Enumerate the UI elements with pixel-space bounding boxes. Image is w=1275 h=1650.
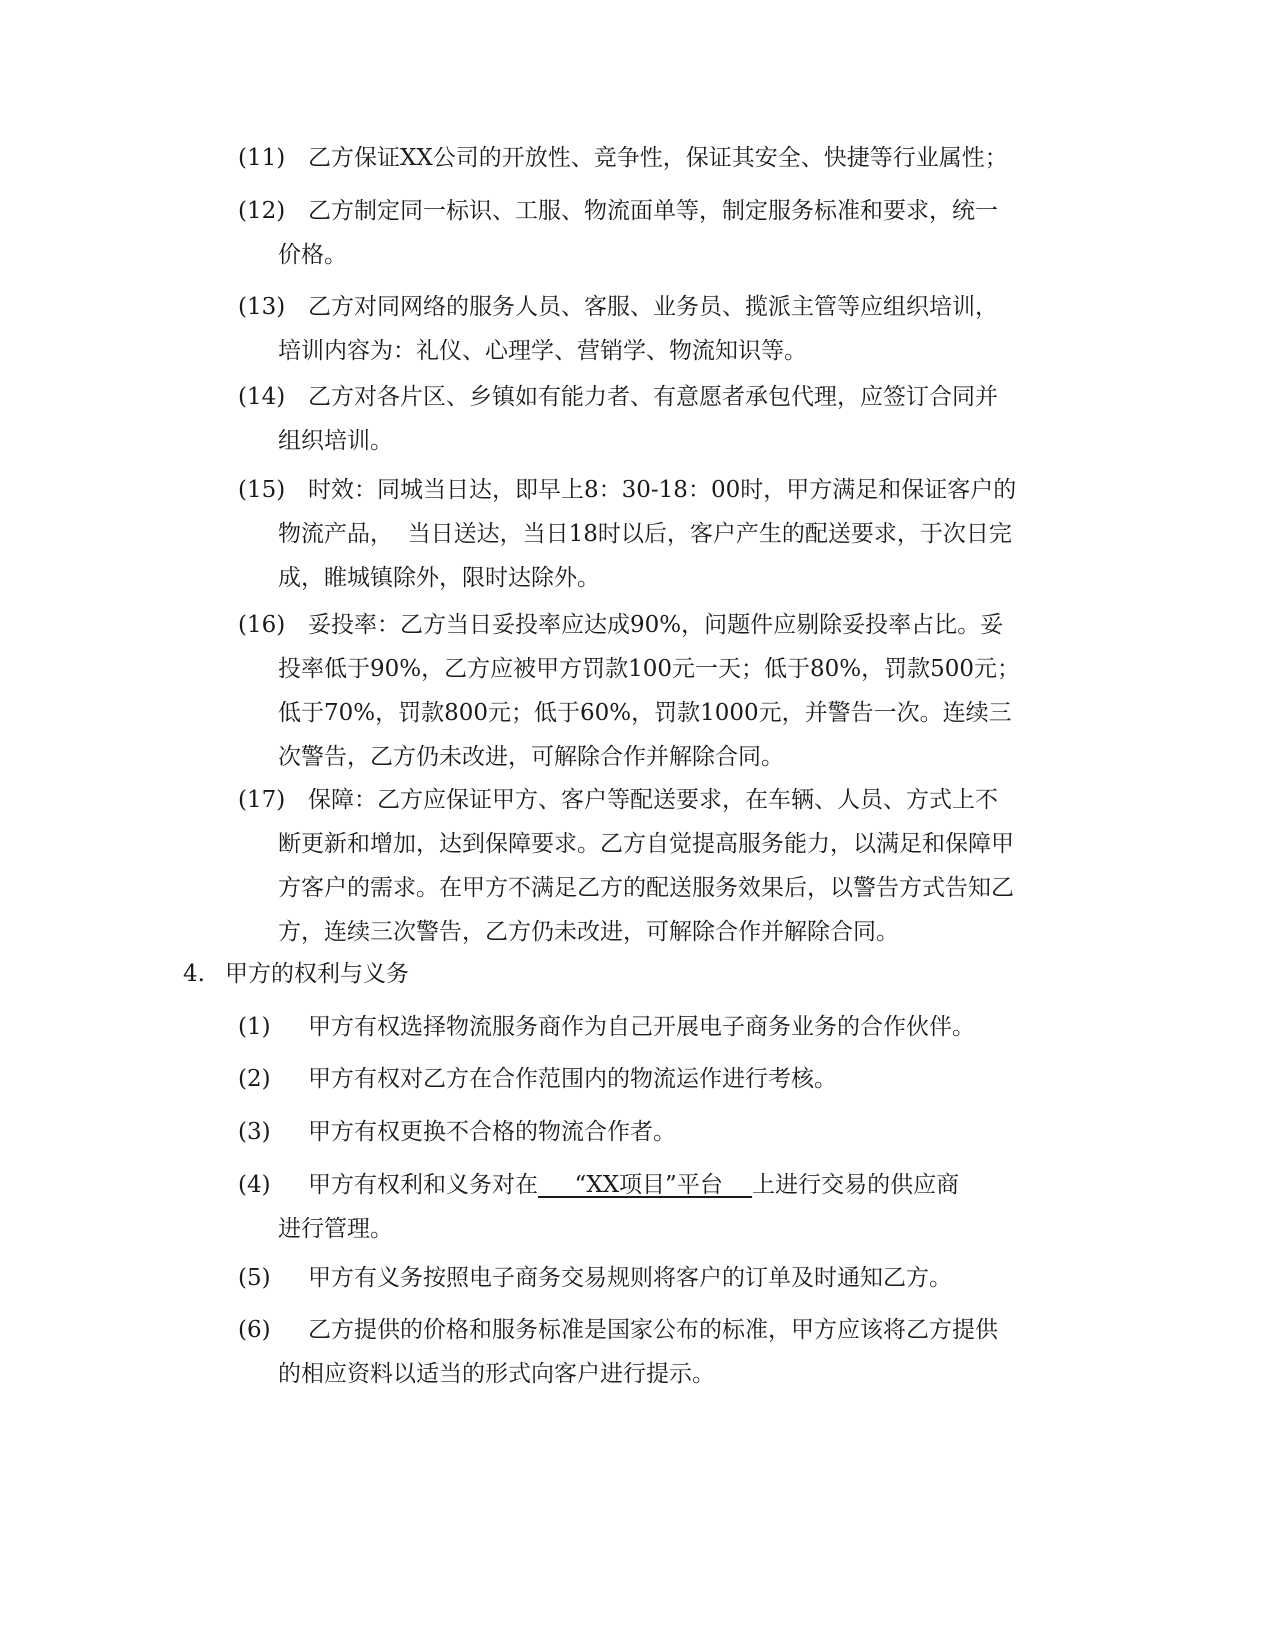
clause-2 bbox=[238, 1057, 1068, 1101]
clause-text-line: 妥投率：乙方当日妥投率应达成90%，问题件应剔除妥投率占比。妥 bbox=[308, 612, 1004, 638]
clause-number: (6) bbox=[238, 1317, 271, 1343]
clause-13 bbox=[238, 285, 1068, 373]
clause-text-line: 进行管理。 bbox=[278, 1216, 393, 1242]
clause-text-line: 甲方有义务按照电子商务交易规则将客户的订单及时通知乙方。 bbox=[308, 1265, 952, 1291]
clause-text-line: 成，睢城镇除外，限时达除外。 bbox=[278, 565, 600, 591]
clause-6 bbox=[238, 1308, 1068, 1396]
clause-text-line: 乙方提供的价格和服务标准是国家公布的标准，甲方应该将乙方提供 bbox=[308, 1317, 998, 1343]
clause-17 bbox=[238, 778, 1068, 954]
clause-number: (16) bbox=[238, 612, 286, 638]
clause-5 bbox=[238, 1256, 1068, 1300]
clause-number: (3) bbox=[238, 1119, 271, 1145]
clause-text-line: 的相应资料以适当的形式向客户进行提示。 bbox=[278, 1361, 715, 1387]
clause-number: (14) bbox=[238, 384, 286, 410]
clause-text-post: 上进行交易的供应商 bbox=[752, 1172, 960, 1198]
clause-number: (17) bbox=[238, 787, 286, 813]
clause-text-line: 保障：乙方应保证甲方、客户等配送要求，在车辆、人员、方式上不 bbox=[308, 787, 998, 813]
underlined-blank-field: “XX项目”平台 bbox=[538, 1172, 753, 1198]
clause-text-line: 价格。 bbox=[278, 242, 347, 268]
clause-number: (13) bbox=[238, 294, 286, 320]
clause-14 bbox=[238, 375, 1068, 463]
clause-text-line: 甲方有权更换不合格的物流合作者。 bbox=[308, 1119, 676, 1145]
clause-text-line: 低于70%，罚款800元；低于60%，罚款1000元，并警告一次。连续三 bbox=[278, 700, 1012, 726]
section-title: 甲方的权利与义务 bbox=[225, 961, 409, 987]
clause-number: (5) bbox=[238, 1265, 271, 1291]
clause-text-line: 乙方制定同一标识、工服、物流面单等，制定服务标准和要求，统一 bbox=[308, 198, 998, 224]
clause-number: (15) bbox=[238, 477, 286, 503]
clause-number: (2) bbox=[238, 1066, 271, 1092]
clause-text-line: 方客户的需求。在甲方不满足乙方的配送服务效果后，以警告方式告知乙 bbox=[278, 875, 1014, 901]
clause-number: (4) bbox=[238, 1172, 271, 1198]
clause-15 bbox=[238, 468, 1068, 600]
clause-text-line: 断更新和增加，达到保障要求。乙方自觉提高服务能力，以满足和保障甲 bbox=[278, 831, 1014, 857]
clause-4 bbox=[238, 1163, 1068, 1251]
clause-text-line: 培训内容为：礼仪、心理学、营销学、物流知识等。 bbox=[278, 338, 807, 364]
clause-11 bbox=[238, 136, 1068, 180]
clause-text-line: 投率低于90%，乙方应被甲方罚款100元一天；低于80%，罚款500元； bbox=[278, 656, 1021, 682]
clause-number: (12) bbox=[238, 198, 286, 224]
clause-text-line: 时效：同城当日达，即早上8：30-18：00时，甲方满足和保证客户的 bbox=[308, 477, 1017, 503]
clause-12 bbox=[238, 189, 1068, 277]
section-number: 4. bbox=[183, 961, 205, 987]
clause-text-line: 乙方对同网络的服务人员、客服、业务员、揽派主管等应组织培训， bbox=[308, 294, 998, 320]
clause-text-line: 乙方对各片区、乡镇如有能力者、有意愿者承包代理，应签订合同并 bbox=[308, 384, 998, 410]
clause-text-line: 甲方有权对乙方在合作范围内的物流运作进行考核。 bbox=[308, 1066, 837, 1092]
clause-text-pre: 甲方有权利和义务对在 bbox=[308, 1172, 538, 1198]
clause-1 bbox=[238, 1005, 1068, 1049]
clause-text-line: 甲方有权选择物流服务商作为自己开展电子商务业务的合作伙伴。 bbox=[308, 1014, 975, 1040]
clause-text-line: 次警告，乙方仍未改进，可解除合作并解除合同。 bbox=[278, 744, 784, 770]
clause-16 bbox=[238, 603, 1068, 779]
clause-text-line: 组织培训。 bbox=[278, 428, 393, 454]
clause-text-line: 方，连续三次警告，乙方仍未改进，可解除合作并解除合同。 bbox=[278, 919, 899, 945]
clause-text-line: 乙方保证XX公司的开放性、竞争性，保证其安全、快捷等行业属性； bbox=[308, 145, 1008, 171]
clause-number: (11) bbox=[238, 145, 286, 171]
clause-3 bbox=[238, 1110, 1068, 1154]
clause-text-line: 物流产品， 当日送达，当日18时以后，客户产生的配送要求，于次日完 bbox=[278, 521, 1012, 547]
section-heading bbox=[183, 952, 409, 996]
clause-number: (1) bbox=[238, 1014, 271, 1040]
